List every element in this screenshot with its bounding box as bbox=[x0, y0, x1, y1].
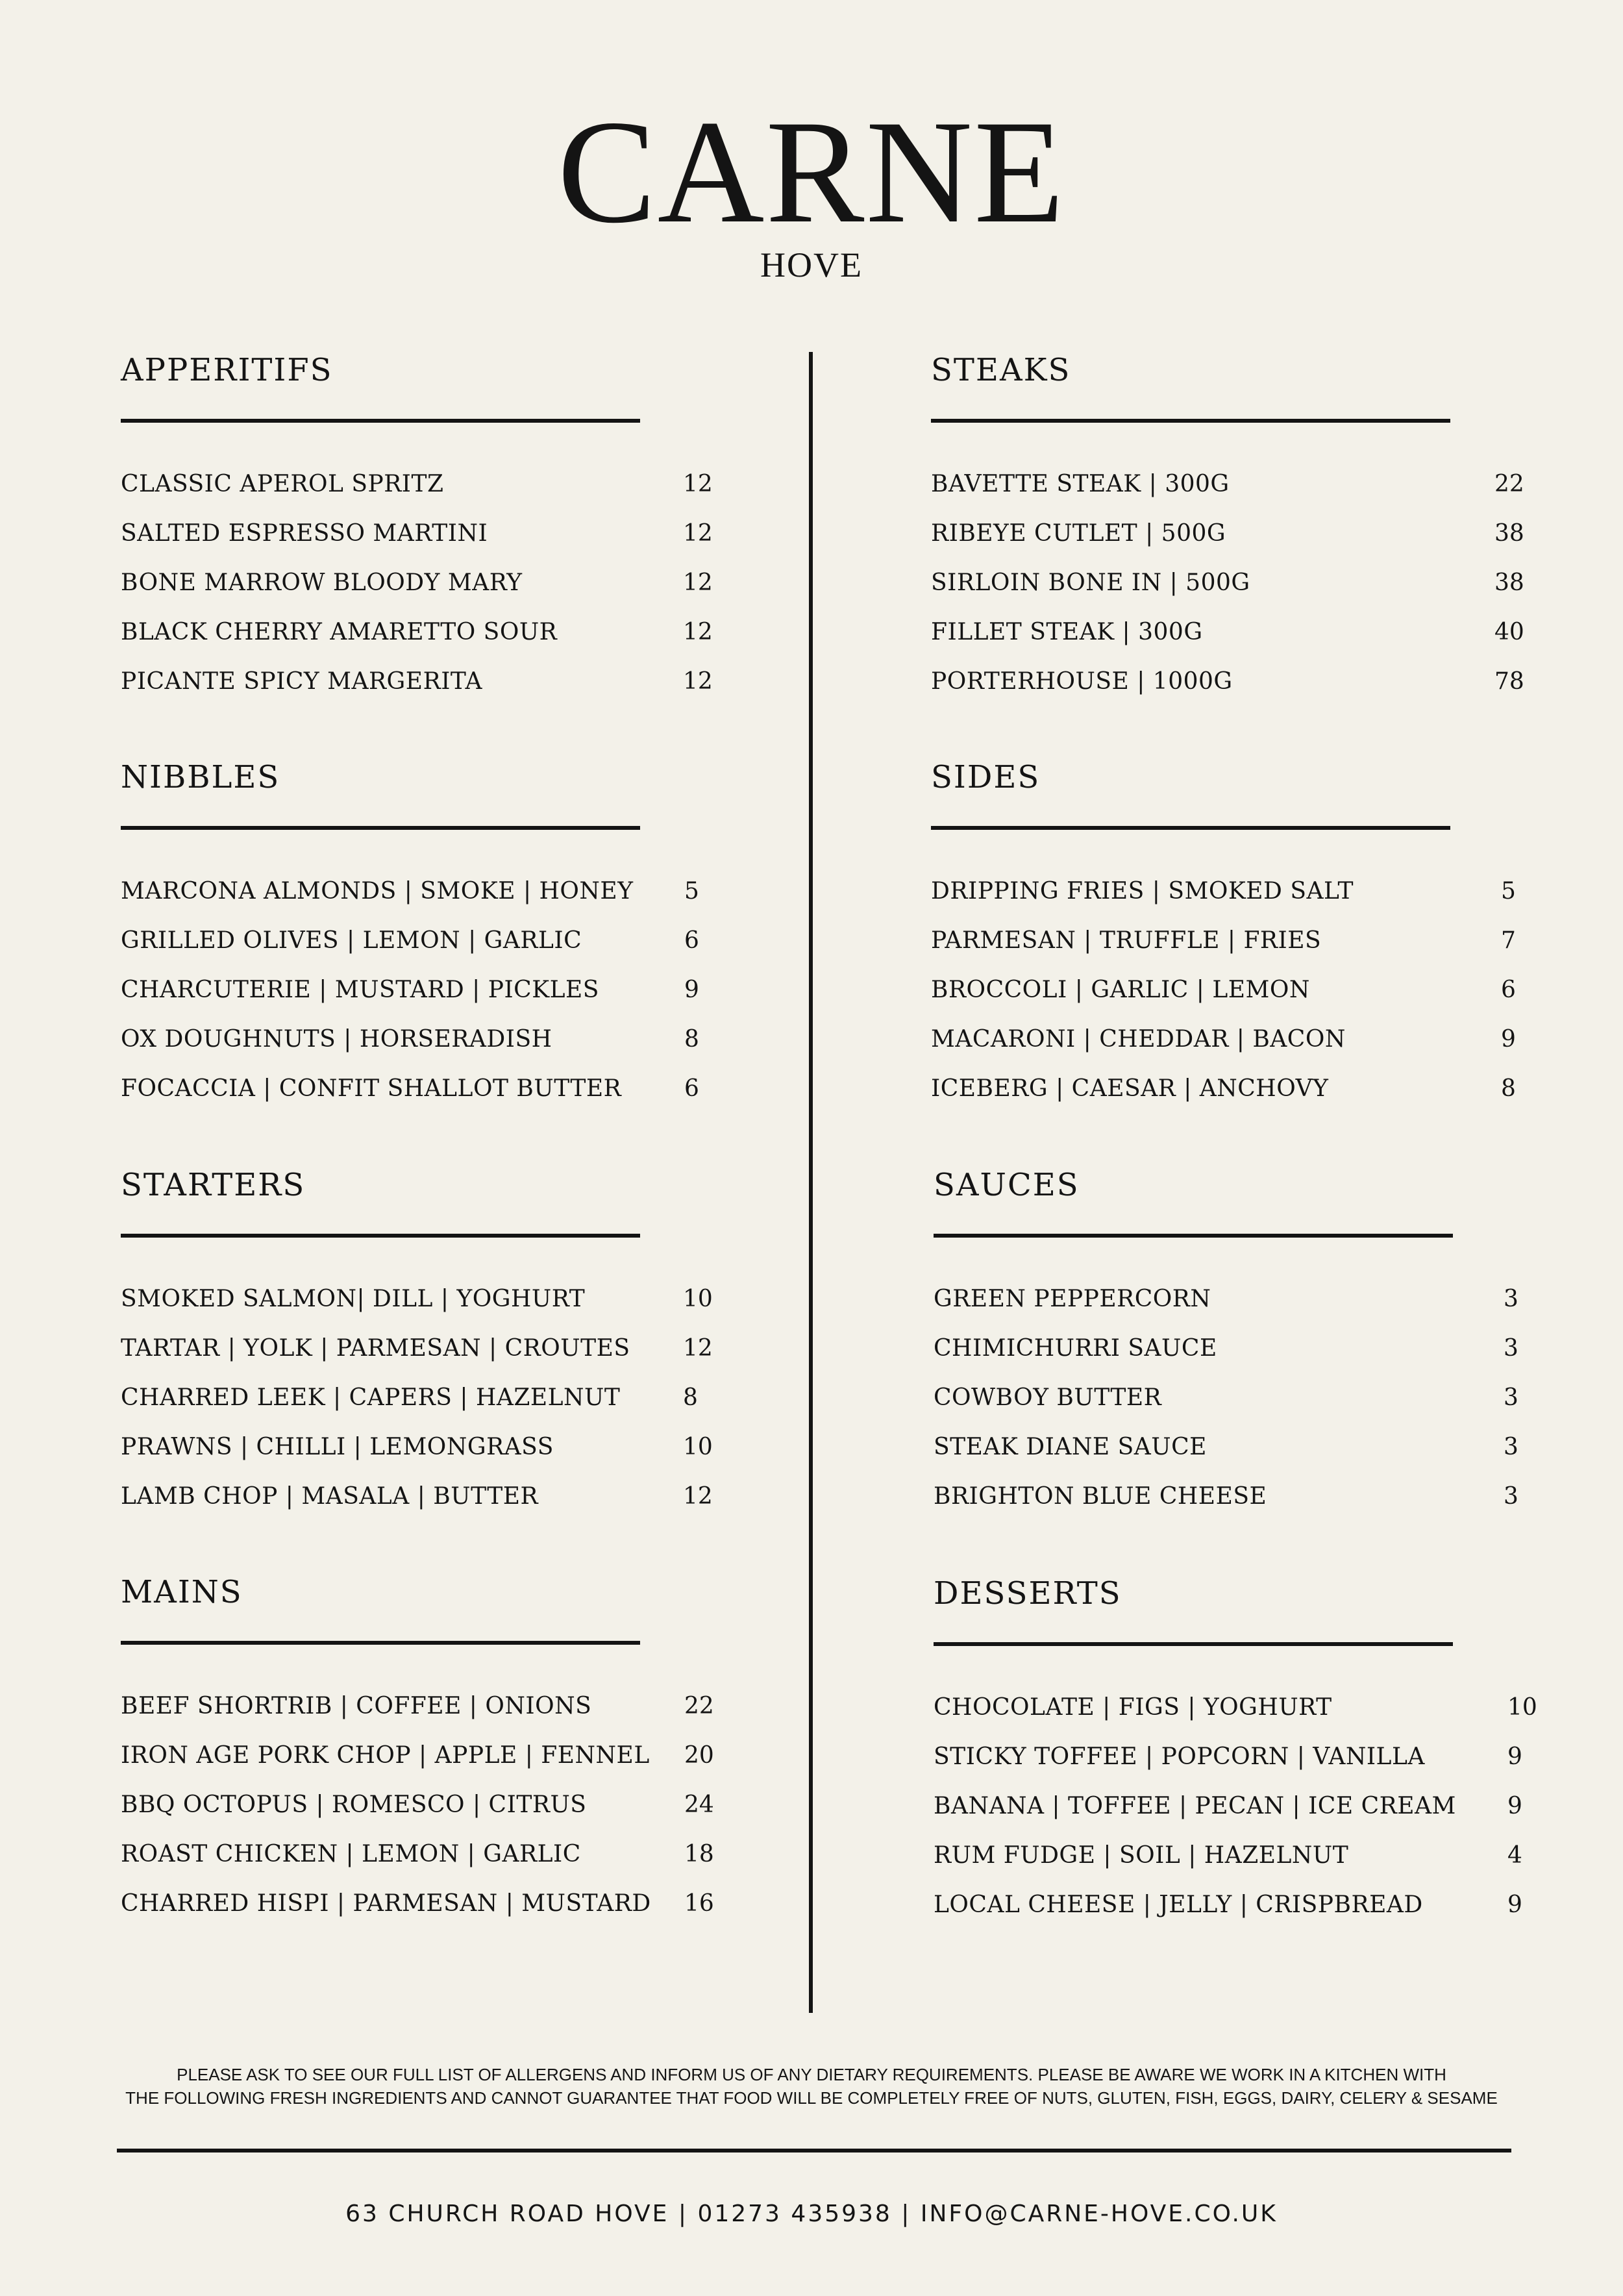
menu-item-name: DRIPPING FRIES | SMOKED SALT bbox=[931, 878, 1354, 905]
menu-item-price: 12 bbox=[683, 471, 713, 497]
menu-item-name: SIRLOIN BONE IN | 500G bbox=[931, 569, 1250, 596]
section-title: DESSERTS bbox=[934, 1575, 1122, 1612]
menu-item-price: 3 bbox=[1504, 1483, 1518, 1510]
menu-item-price: 10 bbox=[683, 1434, 713, 1460]
menu-item-name: BRIGHTON BLUE CHEESE bbox=[934, 1483, 1267, 1510]
menu-item-name: COWBOY BUTTER bbox=[934, 1384, 1162, 1411]
menu-item bbox=[121, 666, 713, 715]
menu-item-price: 9 bbox=[1507, 1891, 1522, 1918]
menu-item bbox=[931, 1073, 1516, 1122]
menu-item bbox=[931, 468, 1524, 518]
footer-rule bbox=[117, 2149, 1511, 2152]
section-rule bbox=[934, 1642, 1453, 1646]
menu-item-price: 24 bbox=[684, 1791, 714, 1818]
menu-item-name: BROCCOLI | GARLIC | LEMON bbox=[931, 977, 1310, 1003]
menu-item-name: BANANA | TOFFEE | PECAN | ICE CREAM bbox=[934, 1793, 1456, 1819]
menu-item-name: STEAK DIANE SAUCE bbox=[934, 1434, 1207, 1460]
menu-item-price: 18 bbox=[684, 1841, 714, 1867]
menu-item-name: CHARCUTERIE | MUSTARD | PICKLES bbox=[121, 977, 599, 1003]
menu-item bbox=[121, 1480, 713, 1530]
menu-item-price: 12 bbox=[683, 1483, 713, 1510]
menu-item bbox=[121, 1073, 699, 1122]
menu-item bbox=[934, 1283, 1518, 1332]
menu-item bbox=[121, 468, 713, 518]
menu-item bbox=[121, 1431, 713, 1480]
menu-item-price: 5 bbox=[684, 878, 699, 905]
section-rule bbox=[121, 419, 640, 423]
menu-item bbox=[934, 1480, 1518, 1530]
menu-item bbox=[931, 567, 1524, 616]
menu-item bbox=[931, 666, 1524, 715]
menu-item-price: 10 bbox=[1507, 1694, 1537, 1721]
menu-item-name: RIBEYE CUTLET | 500G bbox=[931, 520, 1226, 547]
menu-item-price: 22 bbox=[684, 1693, 714, 1719]
brand-location: HOVE bbox=[760, 245, 863, 284]
menu-item-price: 8 bbox=[683, 1384, 698, 1411]
menu-item-price: 38 bbox=[1494, 569, 1524, 596]
menu-item-price: 8 bbox=[684, 1026, 699, 1053]
menu-item-name: PRAWNS | CHILLI | LEMONGRASS bbox=[121, 1434, 554, 1460]
menu-item bbox=[121, 1283, 713, 1332]
section-steaks bbox=[931, 351, 1524, 715]
menu-item-price: 8 bbox=[1501, 1075, 1516, 1102]
menu-item-name: IRON AGE PORK CHOP | APPLE | FENNEL bbox=[121, 1742, 650, 1769]
footer-contact: 63 CHURCH ROAD HOVE | 01273 435938 | INFO@CARNE-HOVE.CO.UK bbox=[345, 2201, 1278, 2227]
menu-item bbox=[121, 1740, 714, 1789]
menu-item-name: TARTAR | YOLK | PARMESAN | CROUTES bbox=[121, 1335, 630, 1362]
menu-item-name: PARMESAN | TRUFFLE | FRIES bbox=[931, 927, 1322, 954]
menu-item-price: 5 bbox=[1501, 878, 1516, 905]
menu-item-name: CHARRED HISPI | PARMESAN | MUSTARD bbox=[121, 1890, 651, 1917]
menu-item-price: 3 bbox=[1504, 1335, 1518, 1362]
brand-name: CARNE bbox=[557, 90, 1066, 254]
menu-item bbox=[934, 1691, 1537, 1741]
menu-item-name: SALTED ESPRESSO MARTINI bbox=[121, 520, 488, 547]
menu-item-name: CHOCOLATE | FIGS | YOGHURT bbox=[934, 1694, 1332, 1721]
menu-item-price: 12 bbox=[683, 1335, 713, 1362]
menu-item bbox=[934, 1790, 1522, 1840]
menu-item-name: LOCAL CHEESE | JELLY | CRISPBREAD bbox=[934, 1891, 1423, 1918]
section-mains bbox=[121, 1573, 714, 1937]
menu-item bbox=[934, 1840, 1522, 1889]
menu-item bbox=[931, 875, 1516, 925]
menu-item-name: CHARRED LEEK | CAPERS | HAZELNUT bbox=[121, 1384, 621, 1411]
menu-item-list bbox=[121, 468, 713, 715]
section-rule bbox=[121, 1234, 640, 1238]
section-desserts bbox=[934, 1574, 1537, 1938]
menu-item-name: BLACK CHERRY AMARETTO SOUR bbox=[121, 619, 558, 645]
menu-item-list bbox=[931, 875, 1516, 1122]
section-rule bbox=[931, 419, 1450, 423]
menu-item-name: OX DOUGHNUTS | HORSERADISH bbox=[121, 1026, 552, 1053]
section-rule bbox=[934, 1234, 1453, 1238]
menu-item-name: MARCONA ALMONDS | SMOKE | HONEY bbox=[121, 878, 634, 905]
menu-item-name: CHIMICHURRI SAUCE bbox=[934, 1335, 1217, 1362]
menu-item bbox=[121, 1382, 698, 1431]
menu-item-name: ROAST CHICKEN | LEMON | GARLIC bbox=[121, 1841, 581, 1867]
section-starters bbox=[121, 1166, 713, 1530]
menu-item-price: 6 bbox=[684, 927, 699, 954]
menu-item bbox=[121, 1838, 714, 1888]
section-rule bbox=[121, 1641, 640, 1645]
menu-item-list bbox=[121, 1690, 714, 1937]
menu-item-price: 3 bbox=[1504, 1434, 1518, 1460]
menu-item bbox=[121, 567, 713, 616]
menu-item-name: FILLET STEAK | 300G bbox=[931, 619, 1203, 645]
menu-item-price: 16 bbox=[684, 1890, 714, 1917]
menu-item-price: 12 bbox=[683, 569, 713, 596]
menu-item bbox=[121, 925, 699, 974]
menu-item-name: GREEN PEPPERCORN bbox=[934, 1286, 1211, 1312]
section-apperitifs bbox=[121, 351, 713, 715]
menu-item-name: STICKY TOFFEE | POPCORN | VANILLA bbox=[934, 1743, 1425, 1770]
allergen-notice-line: PLEASE ASK TO SEE OUR FULL LIST OF ALLERGENS AND INFORM US OF ANY DIETARY REQUIREMENTS. PLEASE BE AWARE WE WORK IN A KITCHEN WITH bbox=[177, 2065, 1446, 2084]
menu-item bbox=[121, 1789, 714, 1838]
menu-item-name: BONE MARROW BLOODY MARY bbox=[121, 569, 523, 596]
menu-item-price: 40 bbox=[1494, 619, 1524, 645]
menu-item-price: 9 bbox=[1507, 1793, 1522, 1819]
menu-item bbox=[934, 1332, 1518, 1382]
menu-item-price: 20 bbox=[684, 1742, 714, 1769]
menu-item-price: 78 bbox=[1494, 668, 1524, 695]
menu-item bbox=[931, 974, 1516, 1023]
menu-item-price: 9 bbox=[1507, 1743, 1522, 1770]
menu-item bbox=[931, 1023, 1516, 1073]
menu-item bbox=[121, 518, 713, 567]
section-title: STARTERS bbox=[121, 1167, 306, 1203]
section-title: SIDES bbox=[931, 759, 1041, 795]
section-sides bbox=[931, 758, 1516, 1122]
menu-item-price: 9 bbox=[1501, 1026, 1516, 1053]
menu-item-name: BAVETTE STEAK | 300G bbox=[931, 471, 1230, 497]
menu-item-name: ICEBERG | CAESAR | ANCHOVY bbox=[931, 1075, 1329, 1102]
menu-item-name: BEEF SHORTRIB | COFFEE | ONIONS bbox=[121, 1693, 592, 1719]
menu-item-name: PORTERHOUSE | 1000G bbox=[931, 668, 1233, 695]
menu-item-list bbox=[931, 468, 1524, 715]
menu-item-name: LAMB CHOP | MASALA | BUTTER bbox=[121, 1483, 539, 1510]
section-title: MAINS bbox=[121, 1574, 243, 1610]
menu-item bbox=[934, 1889, 1522, 1938]
menu-item bbox=[121, 1023, 699, 1073]
menu-item-price: 10 bbox=[683, 1286, 713, 1312]
menu-item bbox=[121, 1332, 713, 1382]
menu-item-list bbox=[121, 1283, 713, 1530]
section-title: NIBBLES bbox=[121, 759, 280, 795]
menu-item-name: RUM FUDGE | SOIL | HAZELNUT bbox=[934, 1842, 1349, 1869]
section-title: SAUCES bbox=[934, 1167, 1080, 1203]
menu-item-price: 22 bbox=[1494, 471, 1524, 497]
menu-item bbox=[931, 925, 1516, 974]
menu-item bbox=[121, 616, 713, 666]
menu-item bbox=[931, 616, 1524, 666]
menu-item-list bbox=[934, 1691, 1537, 1938]
section-sauces bbox=[934, 1166, 1518, 1530]
menu-item bbox=[121, 875, 699, 925]
section-nibbles bbox=[121, 758, 699, 1122]
menu-item-name: MACARONI | CHEDDAR | BACON bbox=[931, 1026, 1346, 1053]
allergen-notice-line: THE FOLLOWING FRESH INGREDIENTS AND CANNOT GUARANTEE THAT FOOD WILL BE COMPLETELY FREE OF NUTS, GLUTEN, FISH, EGGS, DAIRY, CELERY & SESAME bbox=[125, 2088, 1498, 2108]
menu-item-price: 3 bbox=[1504, 1384, 1518, 1411]
menu-item bbox=[121, 1888, 714, 1937]
menu-item-price: 38 bbox=[1494, 520, 1524, 547]
menu-item-name: FOCACCIA | CONFIT SHALLOT BUTTER bbox=[121, 1075, 622, 1102]
menu-item-price: 12 bbox=[683, 520, 713, 547]
menu-item bbox=[931, 518, 1524, 567]
menu-item-name: CLASSIC APEROL SPRITZ bbox=[121, 471, 444, 497]
menu-item-price: 12 bbox=[683, 619, 713, 645]
menu-item-list bbox=[934, 1283, 1518, 1530]
menu-item-name: GRILLED OLIVES | LEMON | GARLIC bbox=[121, 927, 582, 954]
allergen-notice bbox=[0, 2063, 1623, 2110]
menu-item bbox=[121, 1690, 714, 1740]
menu-item bbox=[934, 1382, 1518, 1431]
menu-item bbox=[934, 1431, 1518, 1480]
section-rule bbox=[931, 826, 1450, 830]
menu-item bbox=[121, 974, 699, 1023]
menu-item-price: 12 bbox=[683, 668, 713, 695]
menu-item-name: SMOKED SALMON| DILL | YOGHURT bbox=[121, 1286, 586, 1312]
menu-item bbox=[934, 1741, 1522, 1790]
menu-item-price: 6 bbox=[1501, 977, 1516, 1003]
column-divider bbox=[809, 352, 813, 2013]
section-rule bbox=[121, 826, 640, 830]
menu-item-price: 4 bbox=[1507, 1842, 1522, 1869]
menu-item-price: 9 bbox=[684, 977, 699, 1003]
section-title: APPERITIFS bbox=[121, 352, 333, 388]
menu-item-price: 7 bbox=[1501, 927, 1516, 954]
section-title: STEAKS bbox=[931, 352, 1071, 388]
menu-item-price: 3 bbox=[1504, 1286, 1518, 1312]
menu-item-price: 6 bbox=[684, 1075, 699, 1102]
menu-item-name: PICANTE SPICY MARGERITA bbox=[121, 668, 482, 695]
menu-item-list bbox=[121, 875, 699, 1122]
menu-item-name: BBQ OCTOPUS | ROMESCO | CITRUS bbox=[121, 1791, 587, 1818]
